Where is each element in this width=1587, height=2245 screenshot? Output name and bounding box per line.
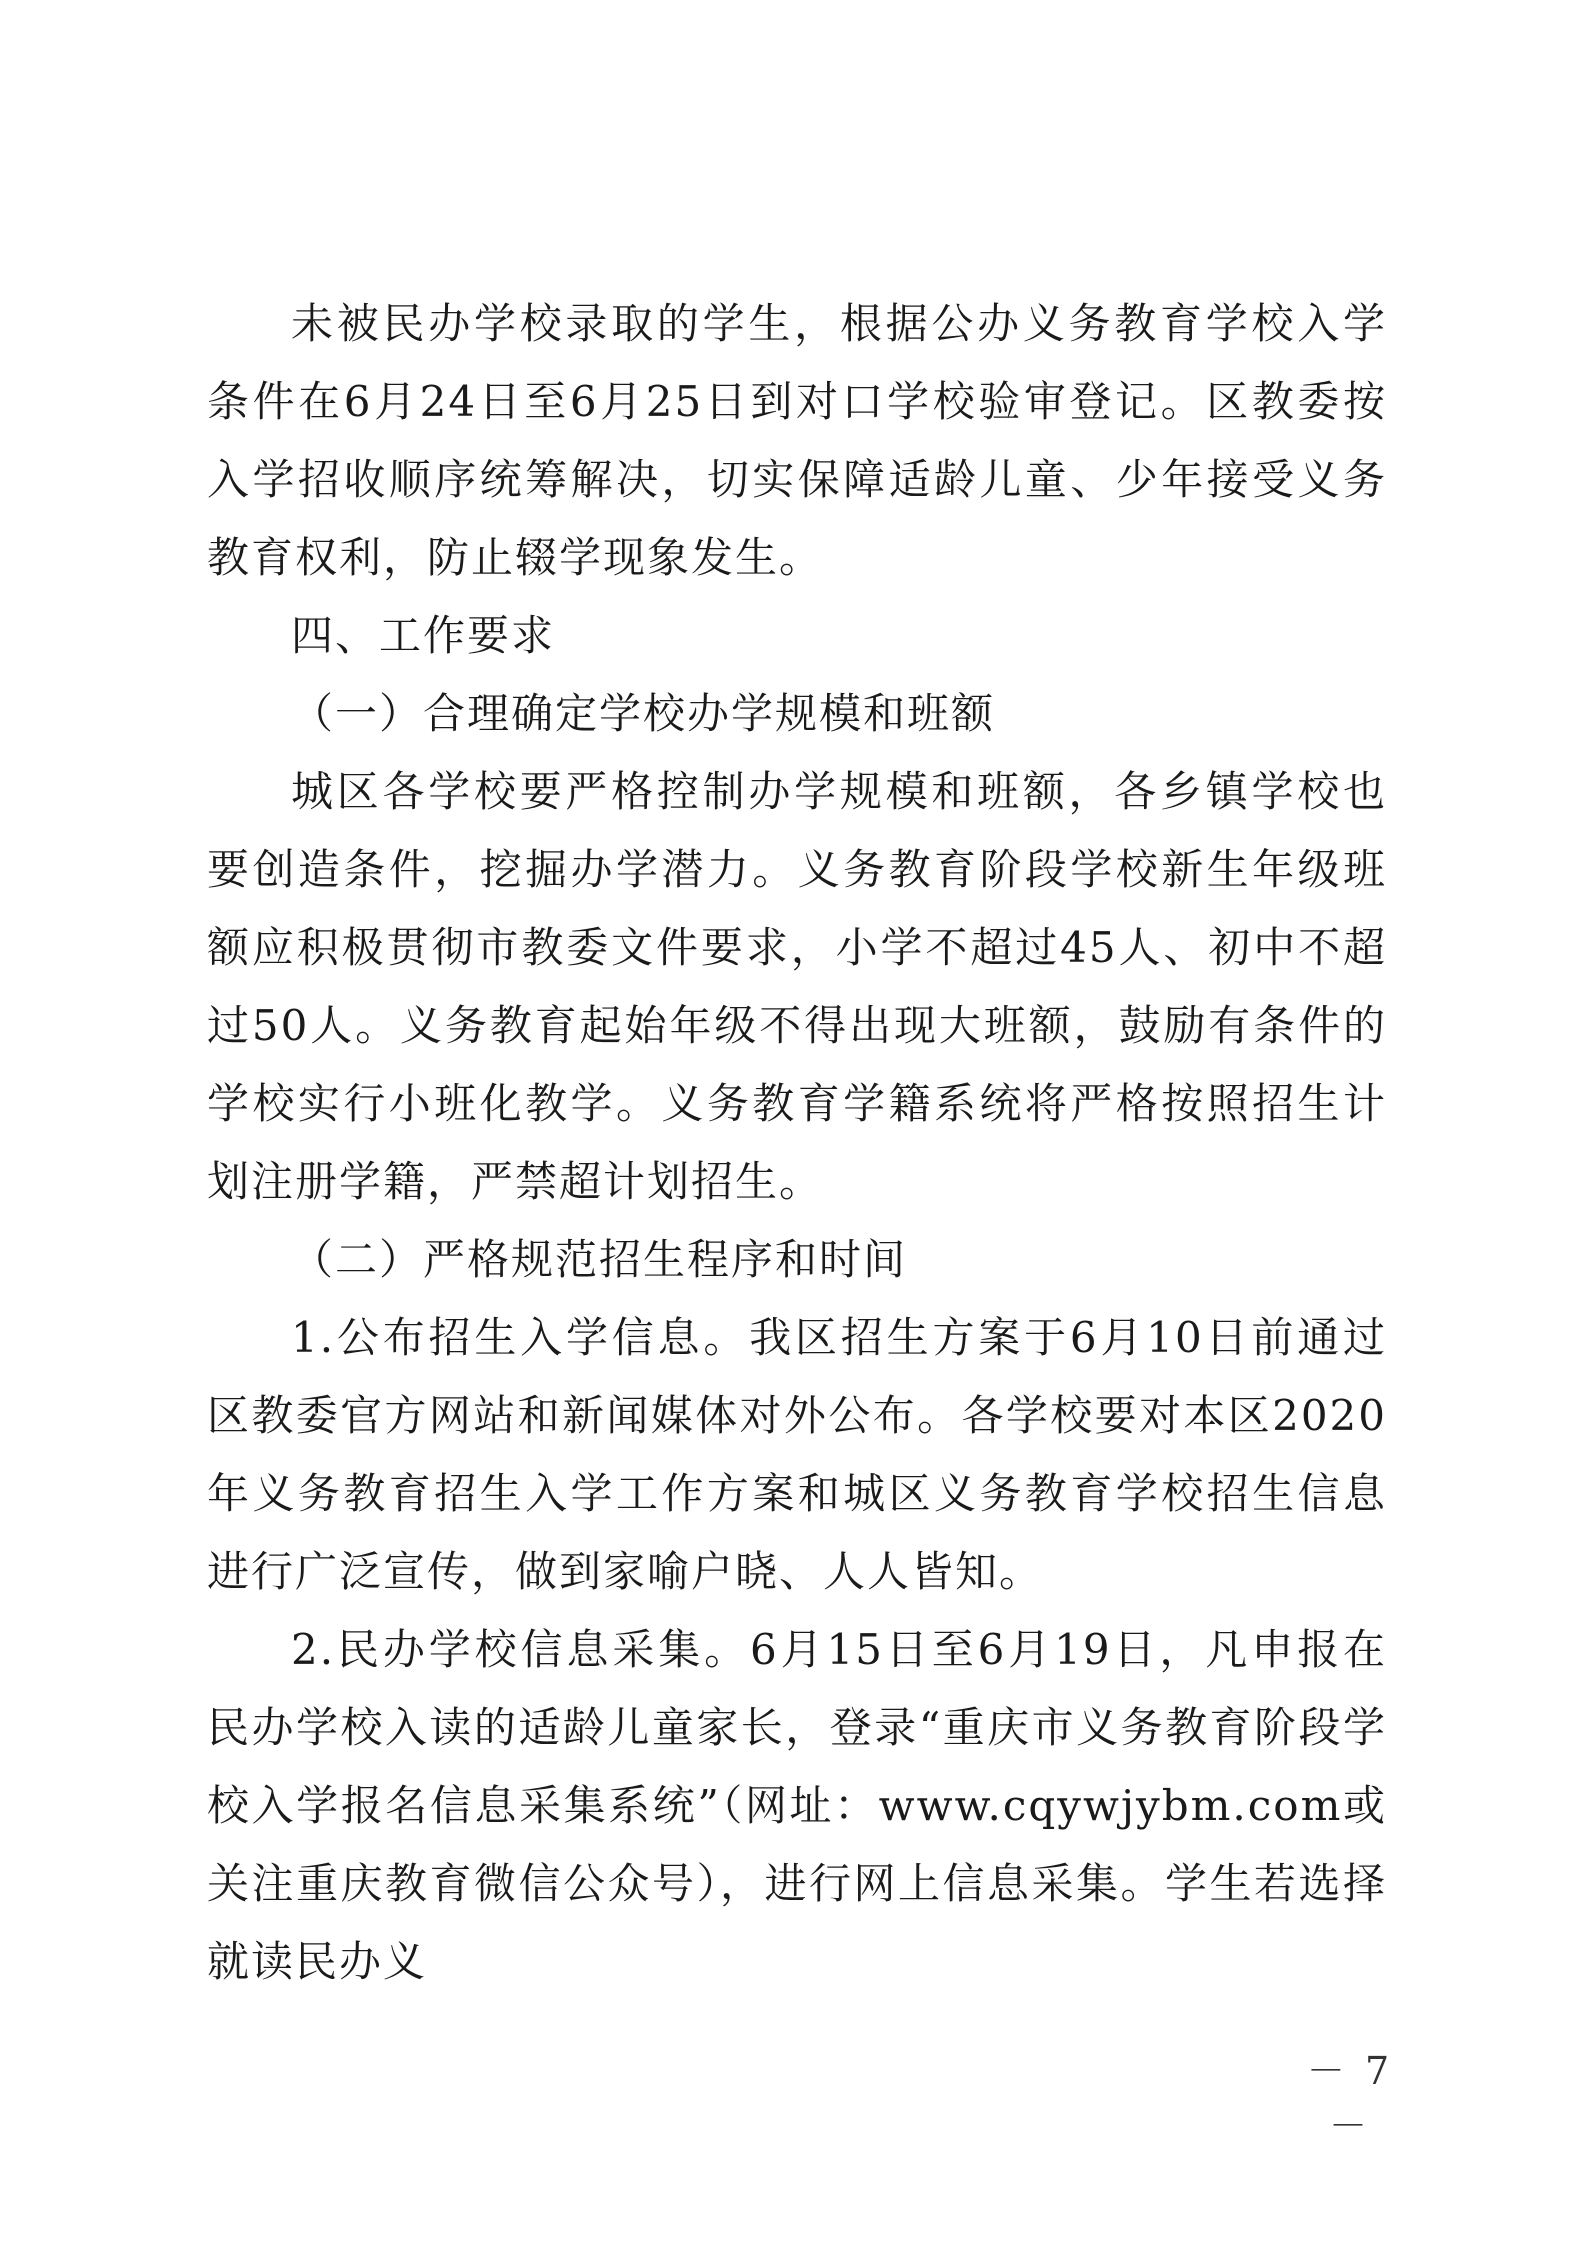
paragraph-private-school-info-collection: 2.民办学校信息采集。6月15日至6月19日，凡申报在民办学校入读的适龄儿童家长，登录“重庆市义务教育阶段学校入学报名信息采集系统”（网址：www.cqywjybm.com或关注重庆教育微信公众号），进行网上信息采集。学生若选择就读民办义 [207,1625,1387,1986]
paragraph-publish-enrollment-info: 1.公布招生入学信息。我区招生方案于6月10日前通过区教委官方网站和新闻媒体对外公布。各学校要对本区2020年义务教育招生入学工作方案和城区义务教育学校招生信息进行广泛宣传，做到家喻户晓、人人皆知。 [207,1313,1387,1596]
subsection-heading-enrollment-procedure: （二）严格规范招生程序和时间 [291,1235,908,1284]
paragraph-admission-registration: 未被民办学校录取的学生，根据公办义务教育学校入学条件在6月24日至6月25日到对口学校验审登记。区教委按入学招收顺序统筹解决，切实保障适龄儿童、少年接受义务教育权利，防止辍学现象发生。 [207,299,1387,582]
document-body [207,285,1387,2001]
page-number: － 7 － [1306,2049,1394,2148]
subsection-heading-school-scale: （一）合理确定学校办学规模和班额 [291,689,996,738]
paragraph-class-size-control: 城区各学校要严格控制办学规模和班额，各乡镇学校也要创造条件，挖掘办学潜力。义务教育阶段学校新生年级班额应积极贯彻市教委文件要求，小学不超过45人、初中不超过50人。义务教育起始年级不得出现大班额，鼓励有条件的学校实行小班化教学。义务教育学籍系统将严格按照招生计划注册学籍，严禁超计划招生。 [207,767,1387,1206]
section-heading-work-requirements: 四、工作要求 [291,611,556,660]
